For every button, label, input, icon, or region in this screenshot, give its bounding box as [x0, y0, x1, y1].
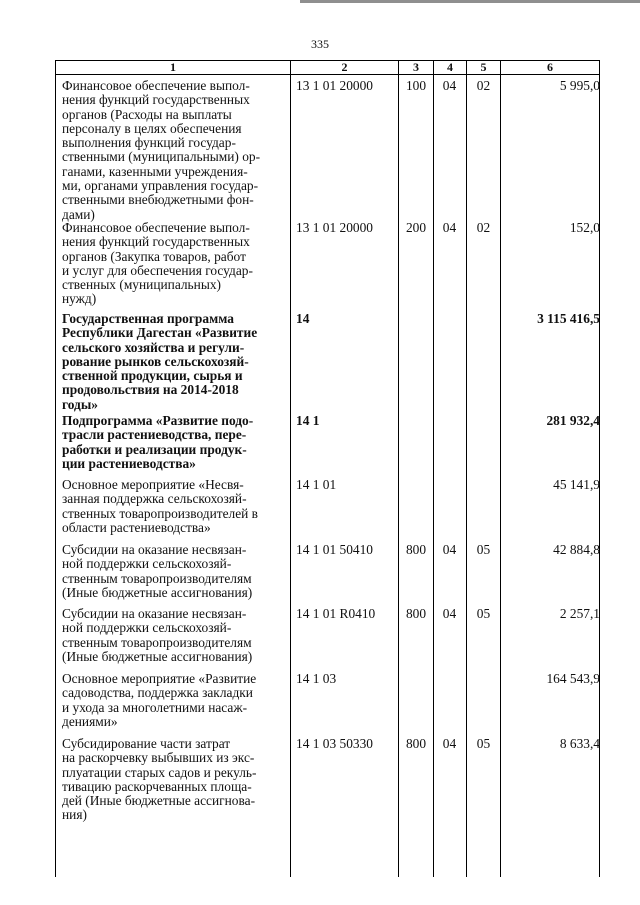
row-description: Субсидии на оказание несвязан- ной поддержки сельскохозяй- ственным товаропроизводителям (Иные бюджетные ассигнования)	[62, 606, 253, 664]
table-column-divider	[398, 60, 399, 877]
scan-edge-mark	[300, 0, 640, 3]
row-description: Субсидии на оказание несвязан- ной поддержки сельскохозяй- ственным товаропроизводителям (Иные бюджетные ассигнования)	[62, 542, 253, 600]
row-section: 04	[442, 220, 457, 235]
table-column-divider	[290, 60, 291, 877]
row-amount: 5 995,0	[559, 78, 600, 93]
row-subsection: 05	[476, 606, 491, 621]
page-number: 335	[311, 37, 329, 51]
table-border-left	[55, 60, 56, 877]
column-header: 3	[413, 60, 419, 74]
row-amount: 45 141,9	[553, 477, 600, 492]
row-code: 14 1 01	[296, 477, 337, 492]
row-description: Финансовое обеспечение выпол- нения функций государственных органов (Закупка товаров, работ и услуг для обеспечения государ- ственных (муниципальных) нужд)	[62, 220, 253, 307]
row-section: 04	[442, 78, 457, 93]
row-code: 13 1 01 20000	[296, 220, 373, 235]
table-border-right	[599, 60, 600, 877]
table-header-divider	[55, 74, 599, 75]
row-subsection: 05	[476, 736, 491, 751]
row-amount: 152,0	[569, 220, 600, 235]
row-subsection: 02	[476, 78, 491, 93]
row-subsection: 05	[476, 542, 491, 557]
row-description: Основное мероприятие «Развитие садоводства, поддержка закладки и ухода за многолетними насаж- дениями»	[62, 671, 257, 729]
column-header: 1	[170, 60, 176, 74]
row-code: 14 1 03	[296, 671, 337, 686]
row-expense-type: 800	[405, 736, 427, 751]
row-expense-type: 200	[405, 220, 427, 235]
column-header: 5	[480, 60, 487, 74]
row-description: Подпрограмма «Развитие подо- трасли растениеводства, пере- работки и реализации продук- ции растениеводства»	[62, 413, 254, 471]
row-code: 13 1 01 20000	[296, 78, 373, 93]
column-header: 2	[341, 60, 348, 74]
row-amount: 164 543,9	[546, 671, 600, 686]
row-description: Финансовое обеспечение выпол- нения функций государственных органов (Расходы на выплаты персоналу в целях обеспечения выполнения функций государ- ственными (муниципальными) ор- ганами, казенными учреждения- ми, органами управления государ- ственными внебюджетными фон- дами)	[62, 78, 261, 222]
row-section: 04	[442, 542, 457, 557]
table-column-divider	[433, 60, 434, 877]
row-amount: 281 932,4	[546, 413, 600, 428]
row-section: 04	[442, 736, 457, 751]
row-amount: 8 633,4	[559, 736, 600, 751]
row-code: 14 1 01 50410	[296, 542, 373, 557]
row-amount: 42 884,8	[553, 542, 600, 557]
row-expense-type: 800	[405, 606, 427, 621]
row-amount: 3 115 416,5	[537, 311, 600, 326]
row-expense-type: 800	[405, 542, 427, 557]
column-header: 4	[447, 60, 453, 74]
row-description: Государственная программа Республики Дагестан «Развитие сельского хозяйства и регули- рование рынков сельскохозяй- ственной продукции, сырья и продовольствия на 2014-2018 годы»	[62, 311, 258, 412]
row-amount: 2 257,1	[559, 606, 600, 621]
row-code: 14 1	[296, 413, 320, 428]
row-description: Основное мероприятие «Несвя- занная поддержка сельскохозяй- ственных товаропроизводителей в области растениеводства»	[62, 477, 258, 535]
row-code: 14 1 03 50330	[296, 736, 373, 751]
table-column-divider	[466, 60, 467, 877]
row-subsection: 02	[476, 220, 491, 235]
row-expense-type: 100	[405, 78, 427, 93]
row-code: 14	[296, 311, 310, 326]
table-column-divider	[500, 60, 501, 877]
row-description: Субсидирование части затрат на раскорчевку выбывших из экс- плуатации старых садов и рекуль- тивацию раскорчеванных площа- дей (Иные бюджетные ассигнова- ния)	[62, 736, 257, 823]
row-section: 04	[442, 606, 457, 621]
column-header: 6	[547, 60, 553, 74]
row-code: 14 1 01 R0410	[296, 606, 376, 621]
